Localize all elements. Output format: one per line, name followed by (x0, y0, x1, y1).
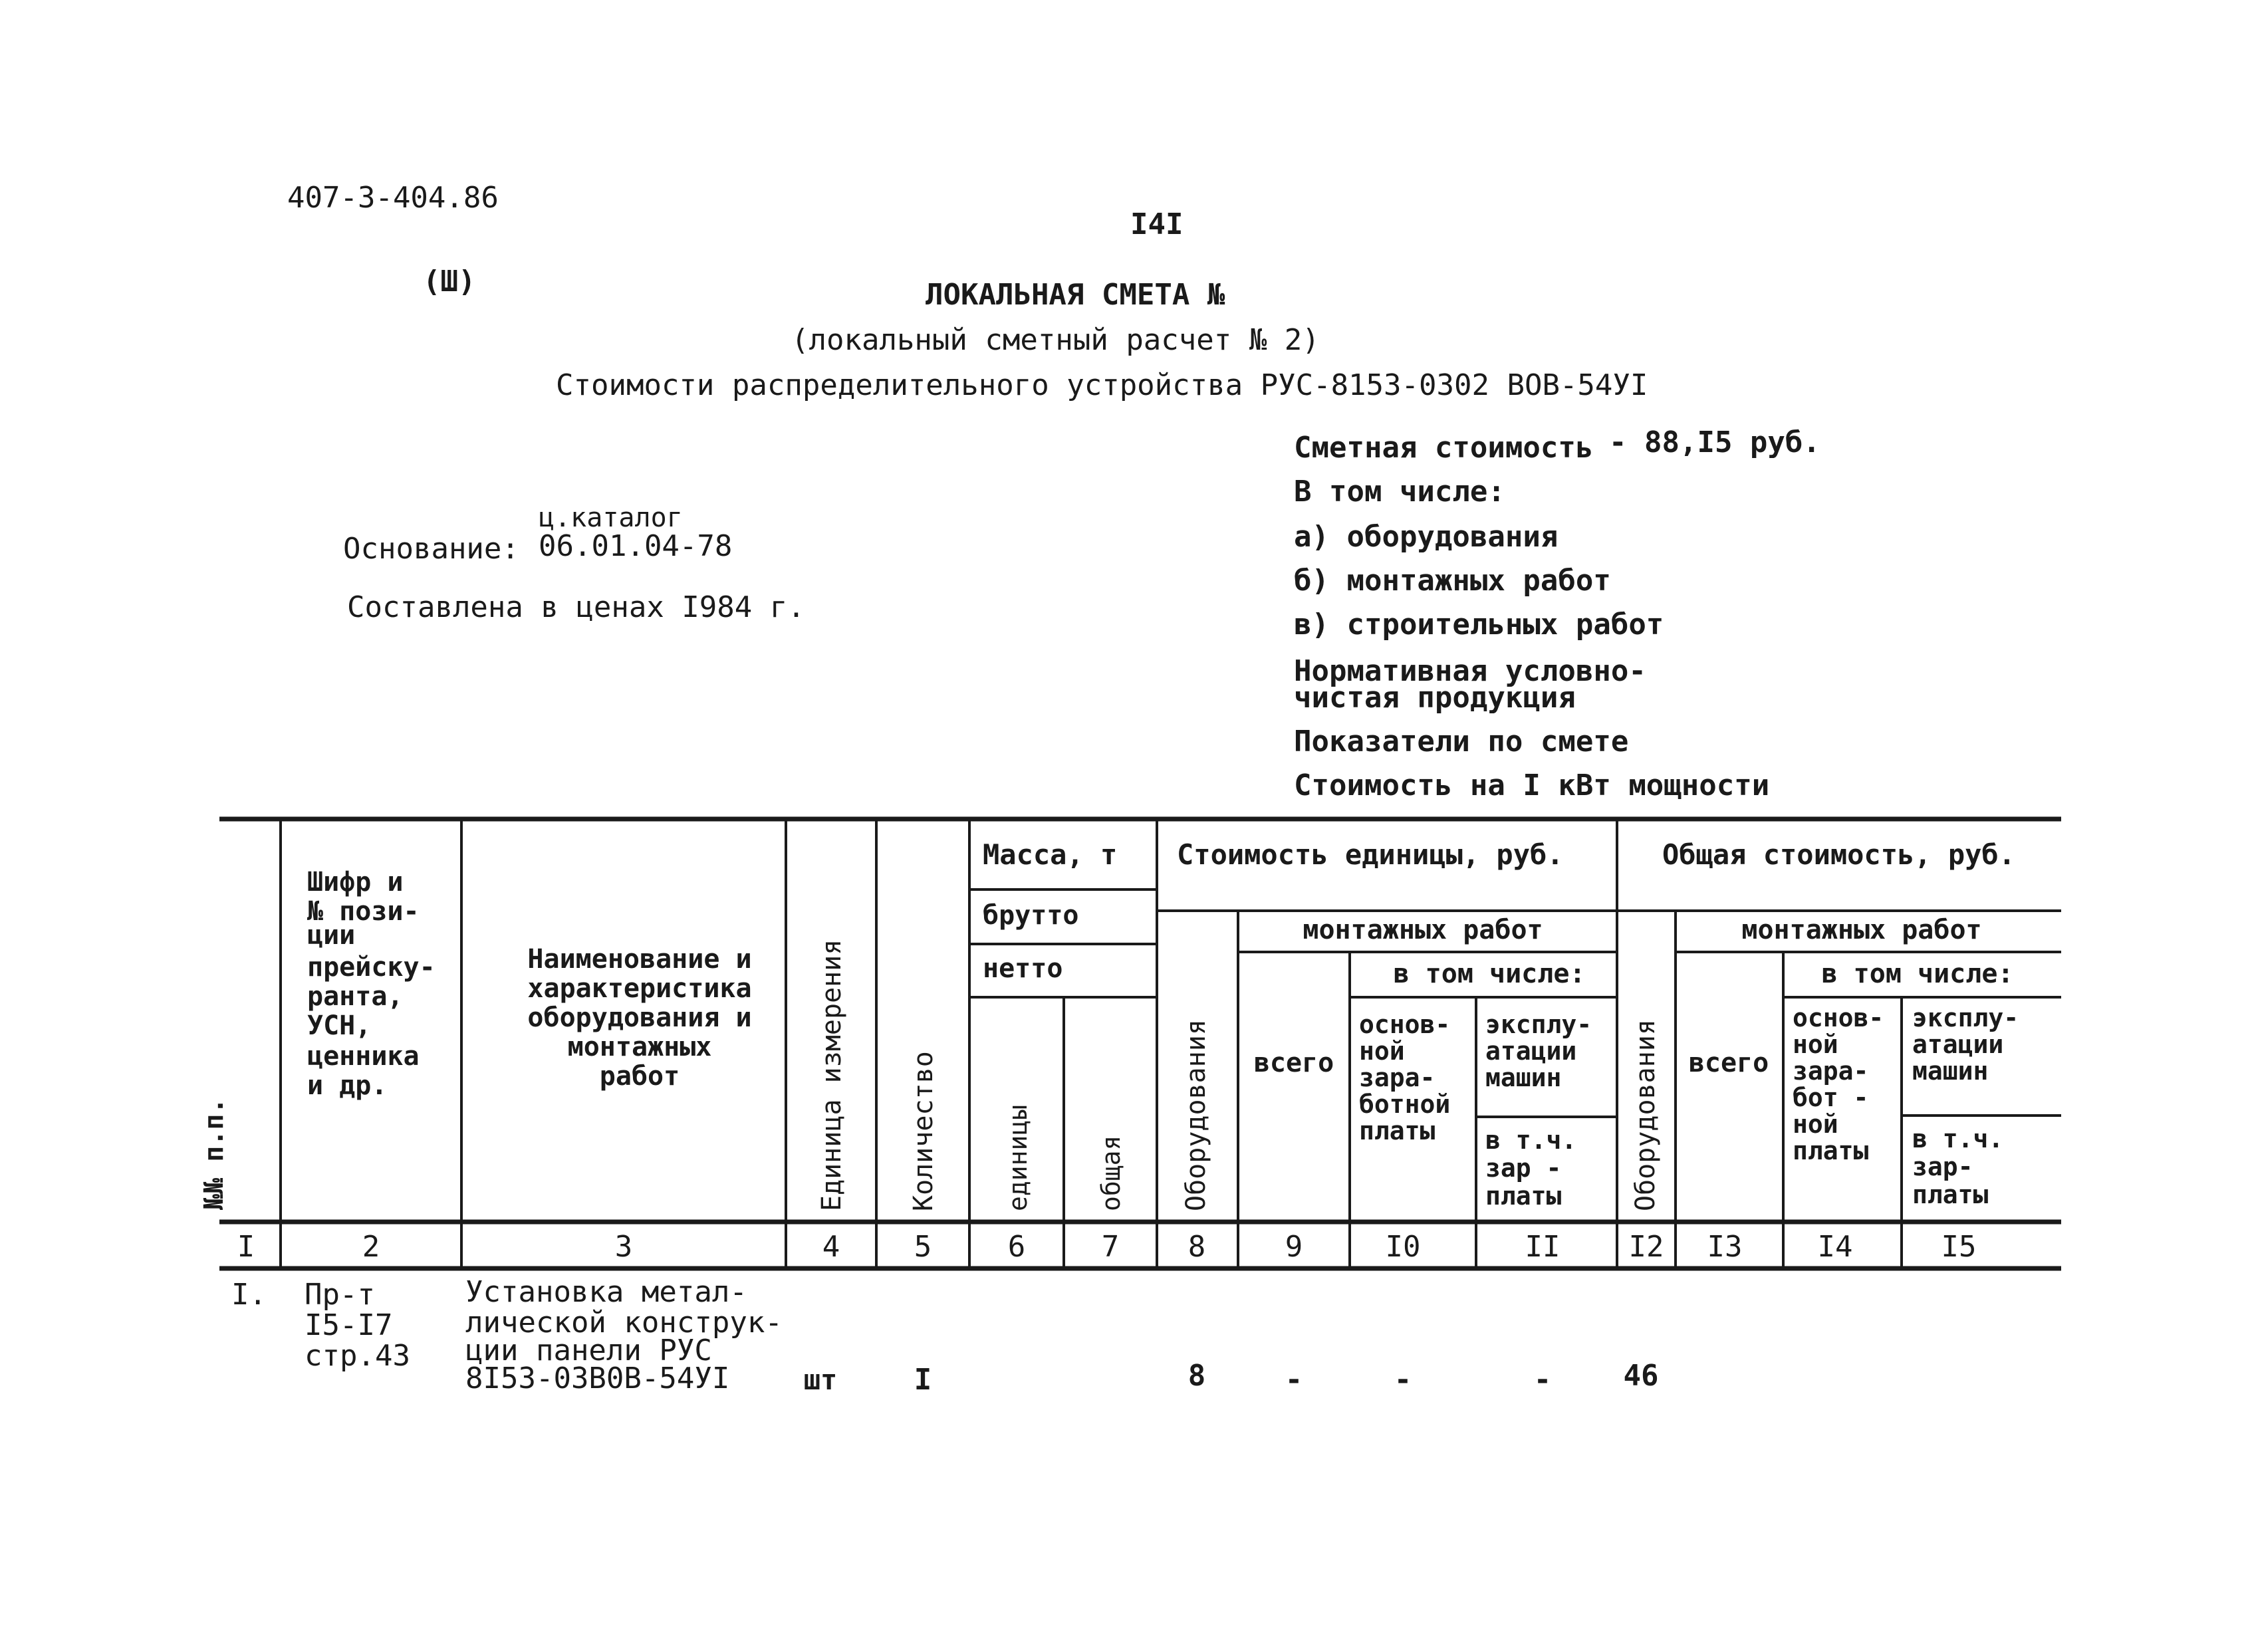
header-name-line: монтажных (567, 1032, 712, 1062)
header-wage2-line: основ- (1793, 1003, 1884, 1032)
basis-label: Основание: (343, 532, 519, 566)
header-unit-incl: в том числе: (1393, 959, 1586, 989)
header-wage-line: основ- (1359, 1010, 1451, 1039)
col-number: 7 (1101, 1230, 1120, 1264)
row-code-line: стр.43 (305, 1339, 410, 1373)
header-mass: Масса, т (983, 838, 1118, 871)
prices-note: Составлена в ценах I984 г. (347, 590, 805, 624)
header-total-all: всего (1688, 1048, 1769, 1078)
header-netto: нетто (983, 953, 1063, 984)
header-code-line: ранта, (307, 981, 404, 1012)
header-total-equip: Оборудования (1630, 1019, 1661, 1211)
header-mach-wage-line: платы (1485, 1181, 1562, 1211)
header-brutto: брутто (983, 900, 1079, 931)
header-mach2-line: атации (1912, 1030, 2004, 1059)
object-name: Стоимости распределительного устройства РУС-8153-0302 ВОВ-54УI (556, 368, 1648, 402)
summary-construction: в) строительных работ (1294, 608, 1664, 642)
header-num: №№ п.п. (199, 1098, 229, 1210)
summary-including: В том числе: (1294, 475, 1505, 509)
row-unit: шт (803, 1363, 838, 1396)
summary-normative-2: чистая продукция (1294, 681, 1576, 715)
header-name-line: работ (599, 1061, 680, 1092)
header-wage2-line: ной (1793, 1110, 1838, 1139)
row-unit-all: - (1285, 1363, 1303, 1397)
header-mach-line: атации (1485, 1036, 1577, 1066)
header-wage2-line: бот - (1793, 1083, 1869, 1112)
summary-installation: б) монтажных работ (1294, 564, 1611, 598)
header-mach-wage2-line: зар- (1912, 1152, 1973, 1181)
header-code-line: Шифр и (307, 867, 404, 897)
col-number: 6 (1007, 1230, 1026, 1264)
row-name-line: Установка метал- (465, 1275, 747, 1309)
header-wage2-line: платы (1793, 1136, 1869, 1165)
col-number: I5 (1941, 1230, 1977, 1264)
header-mach2-line: машин (1912, 1056, 1989, 1086)
row-num: I. (231, 1278, 267, 1312)
header-code-line: № пози- (307, 896, 420, 927)
header-total-wage (1793, 1003, 1884, 1165)
col-number: I0 (1385, 1230, 1421, 1264)
basis-catalog: ц.каталог (539, 503, 683, 533)
summary-indicators: Показатели по смете (1294, 725, 1629, 759)
page-number: I4I (1130, 207, 1184, 241)
col-number: 4 (822, 1230, 840, 1264)
header-wage2-line: зара- (1793, 1056, 1869, 1086)
col-number: 9 (1285, 1230, 1303, 1264)
document-subtitle: (локальный сметный расчет № 2) (791, 323, 1320, 357)
col-number: 8 (1188, 1230, 1206, 1264)
col-number: I3 (1707, 1230, 1743, 1264)
row-code-line: I5-I7 (305, 1308, 393, 1342)
document-code: 407-3-404.86 (287, 181, 499, 215)
header-mach-line: эксплу- (1485, 1010, 1592, 1039)
header-mach-wage-line: в т.ч. (1485, 1125, 1577, 1155)
col-number: 3 (614, 1230, 633, 1264)
col-number: II (1525, 1230, 1561, 1264)
row-total-equip: 46 (1623, 1359, 1659, 1393)
header-mach-wage2-line: в т.ч. (1912, 1124, 2004, 1153)
row-code-line: Пр-т (305, 1278, 375, 1312)
header-wage-line: ботной (1359, 1090, 1451, 1119)
header-unit-install: монтажных работ (1303, 915, 1543, 945)
header-total-install: монтажных работ (1741, 915, 1982, 945)
column-numbers-row (237, 1230, 1977, 1264)
header-mach-line: машин (1485, 1063, 1562, 1092)
row-name-line: 8I53-03В0В-54УI (465, 1361, 730, 1395)
summary-cost-label: Сметная стоимость (1294, 431, 1594, 465)
header-mach2-line: эксплу- (1912, 1003, 2019, 1032)
header-wage-line: платы (1359, 1116, 1436, 1145)
col-number: I2 (1628, 1230, 1664, 1264)
header-code-line: УСН, (307, 1010, 372, 1041)
header-total-machines (1912, 1003, 2019, 1086)
section-mark: (Ш) (423, 265, 476, 298)
header-mach-wage-line: зар - (1485, 1153, 1562, 1183)
header-total-cost: Общая стоимость, руб. (1662, 838, 2016, 871)
header-unit: Единица измерения (816, 939, 847, 1211)
header-name-line: Наименование и (527, 944, 752, 975)
header-unit-mach-wage (1485, 1125, 1576, 1211)
summary-equipment: а) оборудования (1294, 520, 1559, 554)
header-total-mach-wage (1912, 1124, 2003, 1209)
table-row (231, 1275, 1658, 1397)
row-name-line: лической конструк- (465, 1306, 783, 1340)
header-mass-unit: единицы (1003, 1104, 1033, 1211)
header-mach-wage2-line: платы (1912, 1180, 1989, 1209)
row-unit-wage: - (1394, 1363, 1412, 1397)
header-name-line: характеристика (527, 973, 752, 1004)
row-unit-equip: 8 (1188, 1359, 1206, 1393)
col-number: 2 (362, 1230, 380, 1264)
header-unit-all: всего (1253, 1048, 1334, 1078)
header-unit-wage (1359, 1010, 1450, 1145)
header-name-line: оборудования и (527, 1003, 752, 1033)
header-unit-cost: Стоимость единицы, руб. (1177, 838, 1564, 871)
header-unit-equip: Оборудования (1181, 1019, 1211, 1211)
header-unit-machines (1485, 1010, 1592, 1092)
basis-code: 06.01.04-78 (539, 529, 733, 563)
header-mass-total: общая (1096, 1135, 1126, 1211)
header-code-line: ции (307, 920, 356, 951)
header-quantity: Количество (908, 1051, 939, 1211)
summary-cost-value: - 88,I5 руб. (1609, 425, 1820, 459)
col-number: 5 (914, 1230, 932, 1264)
summary-cost-per-kw: Стоимость на I кВт мощности (1294, 768, 1770, 802)
header-code-line: прейску- (307, 952, 436, 983)
header-wage2-line: ной (1793, 1030, 1838, 1059)
header-total-incl: в том числе: (1821, 959, 2014, 989)
row-quantity: I (914, 1363, 932, 1397)
header-wage-line: ной (1359, 1036, 1405, 1066)
header-name (527, 944, 751, 1092)
header-wage-line: зара- (1359, 1063, 1436, 1092)
row-unit-mach: - (1533, 1363, 1552, 1397)
col-number: I4 (1817, 1230, 1853, 1264)
col-number: I (237, 1230, 255, 1264)
header-code (307, 867, 436, 1101)
header-code-line: и др. (307, 1070, 388, 1101)
document-title: ЛОКАЛЬНАЯ СМЕТА № (926, 278, 1225, 312)
header-code-line: ценника (307, 1041, 420, 1072)
row-name-line: ции панели РУС (465, 1334, 712, 1367)
summary-normative-1: Нормативная условно- (1294, 654, 1646, 688)
